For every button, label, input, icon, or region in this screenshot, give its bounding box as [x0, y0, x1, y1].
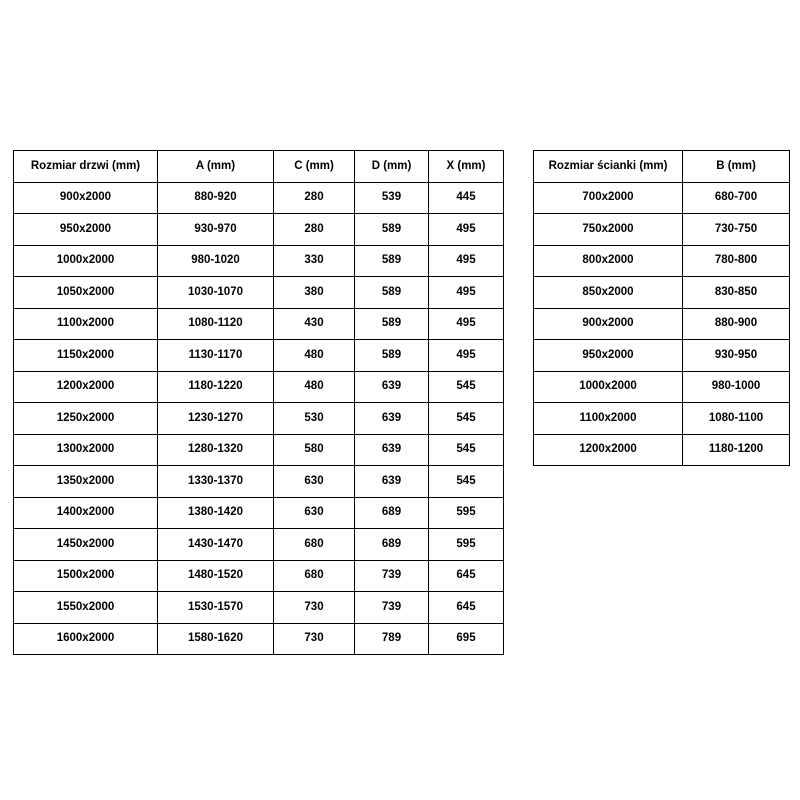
cell-d: 739 — [355, 592, 429, 624]
cell-c: 530 — [274, 403, 355, 435]
cell-wall-size: 1000x2000 — [534, 371, 683, 403]
cell-wall-size: 1200x2000 — [534, 434, 683, 466]
cell-d: 589 — [355, 245, 429, 277]
cell-x: 595 — [429, 497, 504, 529]
cell-door-size: 1150x2000 — [14, 340, 158, 372]
cell-d: 589 — [355, 308, 429, 340]
cell-wall-size: 800x2000 — [534, 245, 683, 277]
cell-c: 680 — [274, 529, 355, 561]
cell-wall-size: 1100x2000 — [534, 403, 683, 435]
cell-c: 330 — [274, 245, 355, 277]
table-row — [14, 466, 504, 498]
cell-x: 545 — [429, 403, 504, 435]
cell-door-size: 900x2000 — [14, 182, 158, 214]
cell-x: 495 — [429, 308, 504, 340]
cell-door-size: 1100x2000 — [14, 308, 158, 340]
cell-d: 639 — [355, 371, 429, 403]
column-header-x: X (mm) — [429, 151, 504, 183]
cell-door-size: 1300x2000 — [14, 434, 158, 466]
cell-a: 880-920 — [158, 182, 274, 214]
cell-x: 545 — [429, 434, 504, 466]
cell-d: 589 — [355, 277, 429, 309]
cell-wall-size: 950x2000 — [534, 340, 683, 372]
cell-d: 689 — [355, 529, 429, 561]
cell-door-size: 1450x2000 — [14, 529, 158, 561]
cell-wall-size: 700x2000 — [534, 182, 683, 214]
cell-b: 1180-1200 — [683, 434, 790, 466]
cell-a: 1530-1570 — [158, 592, 274, 624]
table-row — [534, 308, 790, 340]
table-row — [534, 371, 790, 403]
cell-x: 445 — [429, 182, 504, 214]
cell-d: 539 — [355, 182, 429, 214]
table-header-row — [534, 151, 790, 183]
column-header-d: D (mm) — [355, 151, 429, 183]
cell-door-size: 1050x2000 — [14, 277, 158, 309]
cell-x: 695 — [429, 623, 504, 655]
table-row — [534, 277, 790, 309]
cell-x: 495 — [429, 214, 504, 246]
cell-c: 280 — [274, 214, 355, 246]
cell-a: 1080-1120 — [158, 308, 274, 340]
table-row — [14, 371, 504, 403]
cell-c: 580 — [274, 434, 355, 466]
cell-a: 930-970 — [158, 214, 274, 246]
cell-d: 639 — [355, 466, 429, 498]
cell-a: 1130-1170 — [158, 340, 274, 372]
cell-b: 780-800 — [683, 245, 790, 277]
cell-a: 1180-1220 — [158, 371, 274, 403]
table-row — [534, 403, 790, 435]
cell-b: 1080-1100 — [683, 403, 790, 435]
table-row — [14, 403, 504, 435]
cell-c: 480 — [274, 371, 355, 403]
cell-d: 639 — [355, 403, 429, 435]
table-row — [14, 497, 504, 529]
cell-wall-size: 900x2000 — [534, 308, 683, 340]
cell-door-size: 1600x2000 — [14, 623, 158, 655]
table-row — [14, 592, 504, 624]
cell-a: 1330-1370 — [158, 466, 274, 498]
doors-size-table-grid — [13, 150, 504, 655]
table-row — [534, 340, 790, 372]
cell-door-size: 1250x2000 — [14, 403, 158, 435]
cell-a: 1580-1620 — [158, 623, 274, 655]
table-row — [534, 214, 790, 246]
cell-x: 495 — [429, 340, 504, 372]
table-row — [14, 560, 504, 592]
table-row — [14, 308, 504, 340]
cell-d: 589 — [355, 340, 429, 372]
cell-wall-size: 850x2000 — [534, 277, 683, 309]
cell-c: 430 — [274, 308, 355, 340]
cell-door-size: 1350x2000 — [14, 466, 158, 498]
table-row — [534, 245, 790, 277]
cell-x: 495 — [429, 245, 504, 277]
cell-c: 730 — [274, 592, 355, 624]
table-row — [14, 245, 504, 277]
cell-d: 739 — [355, 560, 429, 592]
cell-x: 645 — [429, 592, 504, 624]
cell-b: 730-750 — [683, 214, 790, 246]
wall-size-table — [533, 150, 790, 466]
column-header-b: B (mm) — [683, 151, 790, 183]
table-row — [14, 340, 504, 372]
column-header-a: A (mm) — [158, 151, 274, 183]
cell-a: 1480-1520 — [158, 560, 274, 592]
cell-b: 930-950 — [683, 340, 790, 372]
cell-c: 630 — [274, 497, 355, 529]
cell-a: 1030-1070 — [158, 277, 274, 309]
cell-b: 830-850 — [683, 277, 790, 309]
cell-door-size: 1200x2000 — [14, 371, 158, 403]
cell-b: 980-1000 — [683, 371, 790, 403]
cell-c: 680 — [274, 560, 355, 592]
column-header-c: C (mm) — [274, 151, 355, 183]
cell-d: 589 — [355, 214, 429, 246]
cell-a: 980-1020 — [158, 245, 274, 277]
table-row — [14, 182, 504, 214]
cell-b: 680-700 — [683, 182, 790, 214]
cell-c: 730 — [274, 623, 355, 655]
table-row — [14, 214, 504, 246]
cell-door-size: 1000x2000 — [14, 245, 158, 277]
cell-x: 645 — [429, 560, 504, 592]
cell-c: 630 — [274, 466, 355, 498]
cell-x: 595 — [429, 529, 504, 561]
cell-d: 789 — [355, 623, 429, 655]
cell-a: 1230-1270 — [158, 403, 274, 435]
table-row — [14, 529, 504, 561]
cell-d: 639 — [355, 434, 429, 466]
table-row — [14, 623, 504, 655]
cell-c: 380 — [274, 277, 355, 309]
cell-door-size: 1500x2000 — [14, 560, 158, 592]
table-row — [534, 434, 790, 466]
cell-a: 1430-1470 — [158, 529, 274, 561]
cell-x: 545 — [429, 466, 504, 498]
doors-size-table — [13, 150, 504, 655]
cell-door-size: 1550x2000 — [14, 592, 158, 624]
wall-size-table-grid — [533, 150, 790, 466]
table-header-row — [14, 151, 504, 183]
table-row — [534, 182, 790, 214]
cell-wall-size: 750x2000 — [534, 214, 683, 246]
cell-b: 880-900 — [683, 308, 790, 340]
column-header-wall-size: Rozmiar ścianki (mm) — [534, 151, 683, 183]
table-row — [14, 434, 504, 466]
cell-a: 1280-1320 — [158, 434, 274, 466]
cell-c: 280 — [274, 182, 355, 214]
column-header-door-size: Rozmiar drzwi (mm) — [14, 151, 158, 183]
cell-door-size: 1400x2000 — [14, 497, 158, 529]
table-row — [14, 277, 504, 309]
cell-door-size: 950x2000 — [14, 214, 158, 246]
cell-a: 1380-1420 — [158, 497, 274, 529]
cell-d: 689 — [355, 497, 429, 529]
cell-c: 480 — [274, 340, 355, 372]
cell-x: 545 — [429, 371, 504, 403]
cell-x: 495 — [429, 277, 504, 309]
